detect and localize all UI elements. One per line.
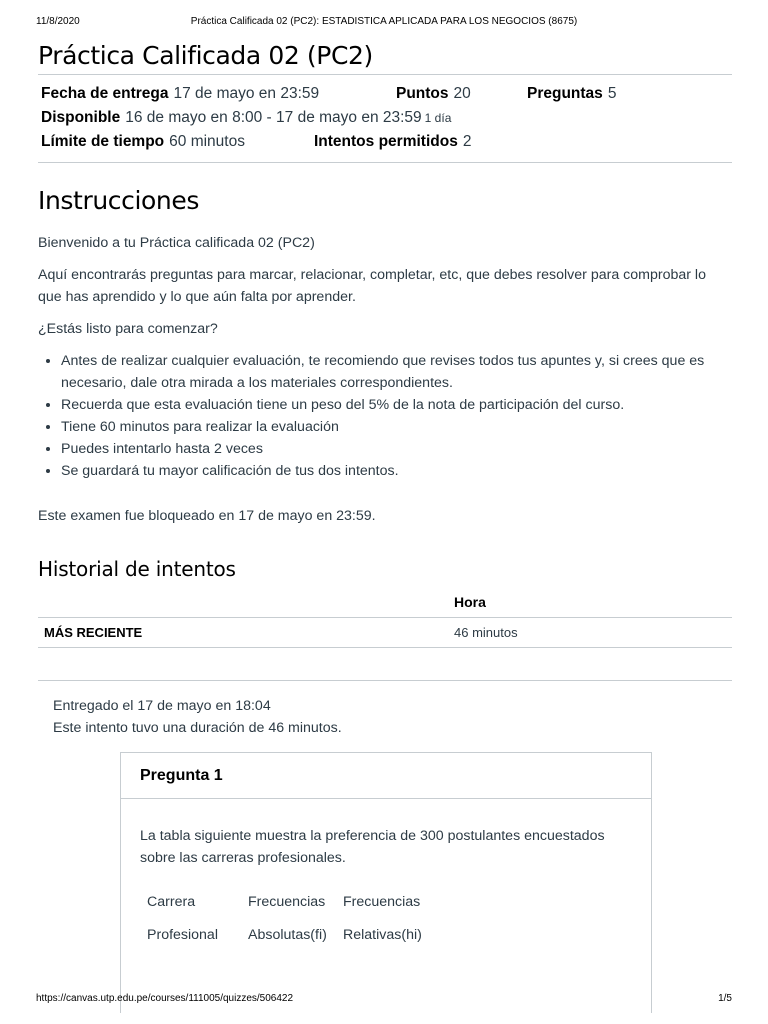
questions-count bbox=[527, 85, 616, 103]
attempt-summary bbox=[38, 680, 732, 739]
instructions-list bbox=[38, 350, 732, 482]
attempt-history-table bbox=[38, 587, 732, 648]
allowed-attempts bbox=[314, 133, 471, 151]
instructions-title: Instrucciones bbox=[38, 186, 199, 215]
table-cell: Carrera bbox=[147, 894, 196, 910]
print-doc-title: Práctica Calificada 02 (PC2): ESTADISTICA APLICADA PARA LOS NEGOCIOS (8675) bbox=[190, 16, 578, 27]
list-item: • Tiene 60 minutos para realizar la evaluación bbox=[61, 416, 732, 438]
page-number: 1/5 bbox=[718, 993, 732, 1004]
list-item: • Puedes intentarlo hasta 2 veces bbox=[61, 438, 732, 460]
available-extra: 1 día bbox=[424, 111, 452, 125]
points-value: 20 bbox=[453, 85, 471, 102]
welcome-text: Bienvenido a tu Práctica calificada 02 (PC2) bbox=[38, 235, 315, 251]
question-text: La tabla siguiente muestra la preferencia de 300 postulantes encuestados sobre las carreras profesionales. bbox=[140, 828, 605, 866]
question-body bbox=[121, 799, 651, 957]
points bbox=[396, 85, 471, 103]
locked-notice: Este examen fue bloqueado en 17 de mayo en 23:59. bbox=[38, 508, 376, 524]
main-content bbox=[38, 38, 732, 648]
print-url: https://canvas.utp.edu.pe/courses/111005/quizzes/506422 bbox=[36, 993, 294, 1004]
questions-label: Preguntas bbox=[527, 85, 603, 102]
table-cell: Frecuencias bbox=[343, 894, 421, 910]
due-label: Fecha de entrega bbox=[41, 85, 169, 102]
available-value: 16 de mayo en 8:00 - 17 de mayo en 23:59 bbox=[125, 109, 422, 126]
time-limit-value: 60 minutos bbox=[169, 133, 245, 150]
divider bbox=[38, 162, 732, 163]
list-item: • Recuerda que esta evaluación tiene un peso del 5% de la nota de participación del curso. bbox=[61, 394, 732, 416]
list-item: • Antes de realizar cualquier evaluación, te recomiendo que revises todos tus apuntes y, si crees que es necesario, dale otra mirada a los materiales correspondientes. bbox=[61, 350, 732, 394]
time-limit bbox=[41, 133, 245, 151]
latest-attempt-label[interactable]: MÁS RECIENTE bbox=[38, 618, 454, 648]
page-title: Práctica Calificada 02 (PC2) bbox=[38, 41, 373, 70]
table-row bbox=[140, 891, 632, 924]
table-cell: Absolutas(fi) bbox=[248, 927, 327, 943]
table-row bbox=[38, 618, 732, 648]
submitted-text: Entregado el 17 de mayo en 18:04 bbox=[53, 698, 271, 714]
table-row bbox=[140, 924, 632, 957]
time-limit-label: Límite de tiempo bbox=[41, 133, 165, 150]
ready-text: ¿Estás listo para comenzar? bbox=[38, 321, 218, 337]
due-value: 17 de mayo en 23:59 bbox=[173, 85, 320, 102]
latest-attempt-time: 46 minutos bbox=[454, 618, 732, 648]
print-date: 11/8/2020 bbox=[36, 16, 80, 27]
list-item: • Se guardará tu mayor calificación de tus dos intentos. bbox=[61, 460, 732, 482]
intro-text: Aquí encontrarás preguntas para marcar, relacionar, completar, etc, que debes resolver para comprobar lo que has aprendido y lo que aún falta por aprender. bbox=[38, 267, 706, 305]
attempts-value: 2 bbox=[462, 133, 472, 150]
duration-text: Este intento tuvo una duración de 46 minutos. bbox=[53, 720, 342, 736]
table-cell: Frecuencias bbox=[248, 894, 326, 910]
time-column-header: Hora bbox=[454, 594, 486, 610]
table-cell: Profesional bbox=[147, 927, 218, 943]
frequency-table bbox=[140, 891, 632, 957]
divider bbox=[38, 680, 732, 681]
available-label: Disponible bbox=[41, 109, 121, 126]
questions-value: 5 bbox=[607, 85, 617, 102]
table-header-row bbox=[38, 587, 732, 618]
quiz-details bbox=[38, 75, 732, 162]
attempts-label: Intentos permitidos bbox=[314, 133, 458, 150]
due-date bbox=[41, 85, 319, 103]
table-cell: Relativas(hi) bbox=[343, 927, 422, 943]
question-card bbox=[120, 752, 652, 1013]
points-label: Puntos bbox=[396, 85, 449, 102]
history-title: Historial de intentos bbox=[38, 557, 236, 581]
availability bbox=[41, 109, 451, 127]
question-title: Pregunta 1 bbox=[121, 753, 651, 799]
